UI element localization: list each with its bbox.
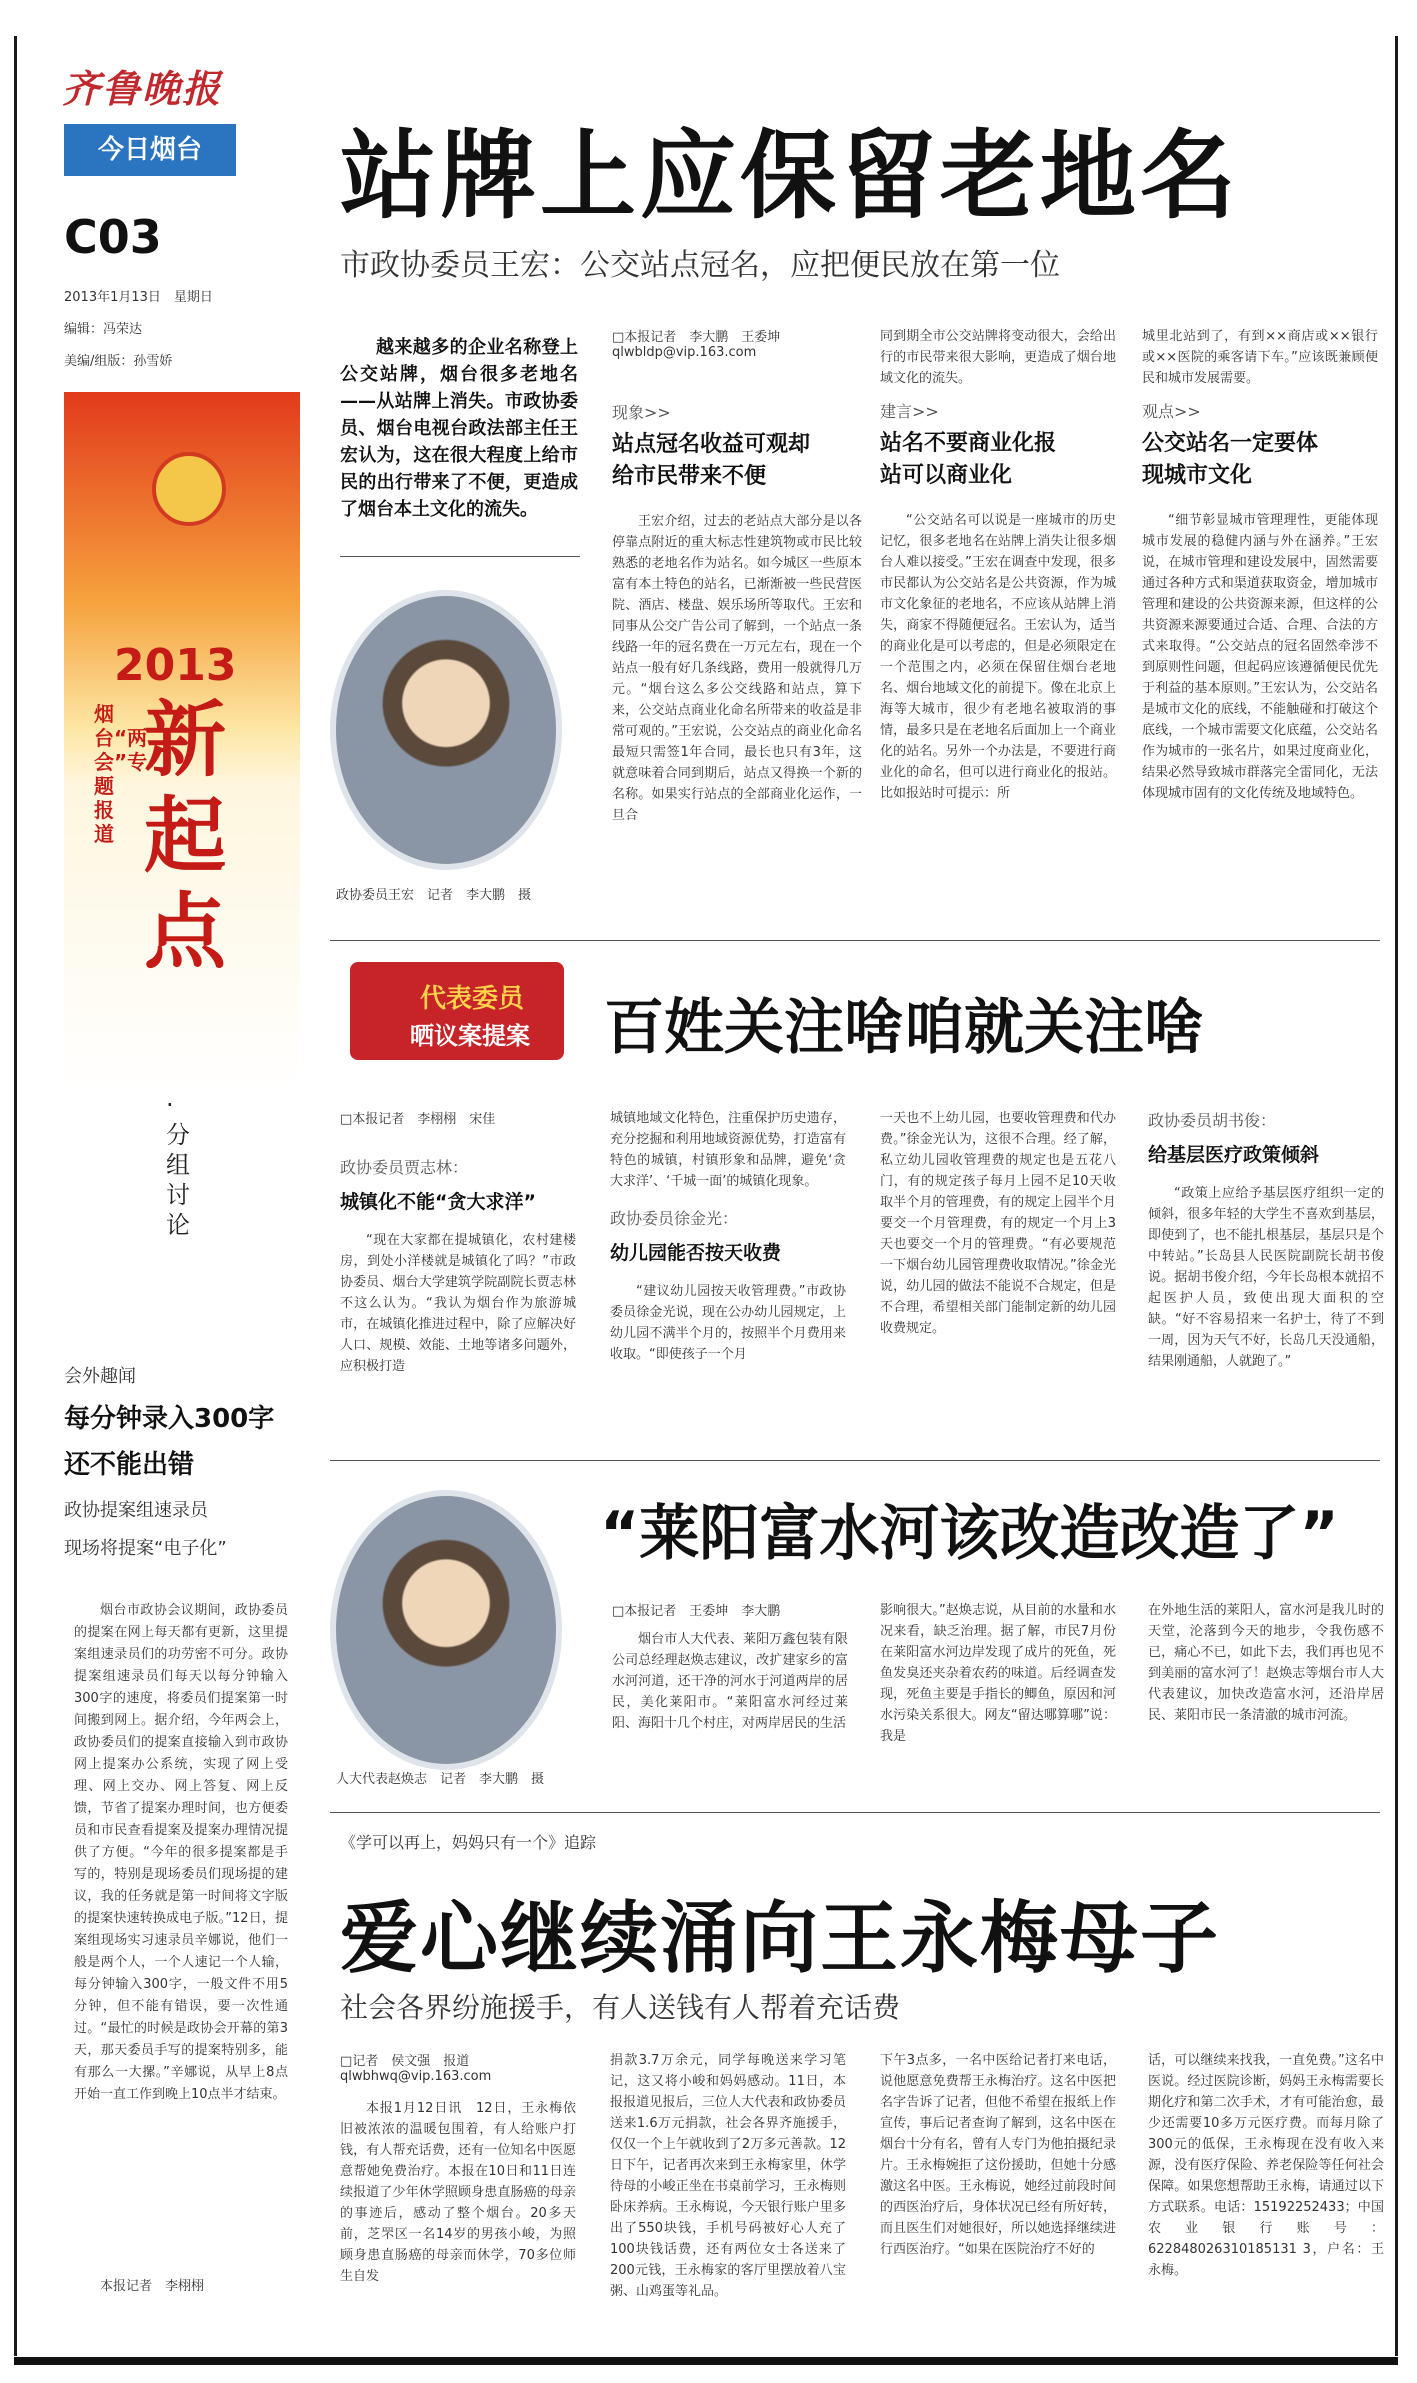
story4-email: qlwbhwq@vip.163.com bbox=[340, 2069, 492, 2084]
story2-column-3 bbox=[880, 1108, 1116, 1438]
story3-c3-text: 在外地生活的莱阳人，富水河是我儿时的天堂，沦落到今天的地步，令我伤感不已，痛心不已，如此下去，我们再也见不到美丽的富水河了！赵焕志等烟台市人大代表建议，加快改造富水河，还沿岸居民、莱阳市民一条清澈的城市河流。 bbox=[1148, 1603, 1384, 1723]
story2-c2-text2: “建议幼儿园按天收管理费。”市政协委员徐金光说，现在公办幼儿园规定，上幼儿园不满半个月的，按照半个月费用来收取。“即使孩子一个月 bbox=[610, 1284, 846, 1362]
story1-column-2 bbox=[880, 326, 1116, 900]
sidebar-subhead-2: 现场将提案“电子化” bbox=[64, 1538, 227, 1559]
story4-c1-text: 本报1月12日讯 12日，王永梅依旧被浓浓的温暖包围着，有人给账户打钱，有人帮充话费，还有一位知名中医愿意帮她免费治疗。本报在10日和11日连续报道了少年休学照顾身患直肠癌的母亲的事迹后，感动了整个烟台。20多天前，芝罘区一名14岁的男孩小峻，为照顾身患直肠癌的母亲而休学，70多位师生自发 bbox=[340, 2101, 576, 2284]
badge-line-2: 晒议案提案 bbox=[410, 1022, 530, 1050]
story1-lead: 越来越多的企业名称登上公交站牌，烟台很多老地名——从站牌上消失。市政协委员、烟台电视台政法部主任王宏认为，这在很大程度上给市民的出行带来了不便，更造成了烟台本土文化的流失。 bbox=[340, 337, 578, 520]
issue-date: 2013年1月13日 星期日 bbox=[64, 290, 213, 305]
page-bottom-rule bbox=[14, 2357, 1398, 2365]
story3-photo-caption: 人大代表赵焕志 记者 李大鹏 摄 bbox=[336, 1772, 545, 1787]
story3-column-1 bbox=[612, 1600, 848, 1779]
story2-headline: 百姓关注啥咱就关注啥 bbox=[604, 993, 1204, 1063]
story1-byline: □本报记者 李大鹏 王委坤 bbox=[612, 330, 781, 345]
editor-credit: 编辑：冯荣达 bbox=[64, 322, 143, 337]
story3-column-3 bbox=[1148, 1600, 1384, 1780]
story3-c1-text: 烟台市人大代表、莱阳万鑫包装有限公司总经理赵焕志建议，改扩建家乡的富水河河道，还干净的河水于河道两岸的居民，美化莱阳市。“莱阳富水河经过莱阳、海阳十几个村庄，对两岸居民的生活 bbox=[612, 1632, 848, 1731]
story4-c4-text: 话，可以继续来找我，一直免费。”这名中医说。经过医院诊断，妈妈王永梅需要长期化疗和第二次手术，才有可能治愈，最少还需要10多万元医疗费。而每月除了300元的低保，王永梅现在没有收入来源，没有医疗保险、养老保险等任何社会保障。如果您想帮助王永梅，请通过以下方式联系。电话：15192252433；中国农业银行账号：622848026310185131 3，户名：王永梅。 bbox=[1148, 2053, 1384, 2278]
divider bbox=[330, 1812, 1380, 1813]
banner-big-title: 新起点 bbox=[144, 692, 227, 980]
story2-c4-label: 政协委员胡书俊： bbox=[1148, 1111, 1277, 1130]
story1-col3-label: 观点>> bbox=[1142, 402, 1201, 421]
sidebar-byline: 本报记者 李栩栩 bbox=[100, 2279, 205, 2294]
badge-daibiao bbox=[350, 962, 564, 1060]
story4-byline: □记者 侯文强 报道 bbox=[340, 2054, 470, 2069]
story4-column-3 bbox=[880, 2050, 1116, 2340]
story2-c2-head: 幼儿园能否按天收费 bbox=[610, 1242, 782, 1264]
story1-col1-head: 站点冠名收益可观却给市民带来不便 bbox=[612, 432, 811, 489]
page-border-left bbox=[14, 36, 17, 2356]
story2-column-1 bbox=[340, 1108, 576, 1460]
story1-photo-caption: 政协委员王宏 记者 李大鹏 摄 bbox=[336, 888, 532, 903]
story2-c1-text: “现在大家都在提城镇化，农村建楼房，到处小洋楼就是城镇化了吗？”市政协委员、烟台大学建筑学院副院长贾志林不这么认为。“我认为烟台作为旅游城市，在城镇化推进过程中，除了应解决好人口、规模、效能、土地等诸多问题外，应积极打造 bbox=[340, 1233, 576, 1374]
story3-byline: □本报记者 王委坤 李大鹏 bbox=[612, 1604, 781, 1619]
section-tag: 今日烟台 bbox=[64, 124, 236, 176]
story2-c4-head: 给基层医疗政策倾斜 bbox=[1148, 1144, 1320, 1166]
story4-followup-tag: 《学可以再上，妈妈只有一个》追踪 bbox=[340, 1833, 597, 1852]
sidebar-body: 烟台市政协会议期间，政协委员的提案在网上每天都有更新，这里提案组速录员们的功劳密不可分。政协提案组速录员们每天以每分钟输入300字的速度，将委员们提案第一时间搬到网上。据介绍，今年两会上，政协委员们的提案直接输入到市政协网上提案办公系统，实现了网上受理、网上交办、网上答复、网上反馈，节省了提案办理时间，也方便委员和市民查看提案及提案办理情况提供了方便。“今年的很多提案都是手写的，特别是现场委员们现场提的建议，我的任务就是第一时间将文字版的提案快速转换成电子版。”12日，提案组现场实习速录员辛娜说，他们一般是两个人，一个人速记一个人输，每分钟输入300字，一般文件不用5分钟，但不能有错误，要一次性通过。“最忙的时候是政协会开幕的第3天，那天委员手写的提案特别多，能有那么一大摞。”辛娜说，从早上8点开始一直工作到晚上10点半才结束。 bbox=[74, 1603, 288, 2102]
story1-col1-label: 现象>> bbox=[612, 403, 671, 422]
special-report-banner bbox=[64, 392, 300, 1092]
story1-col3-head: 公交站名一定要体现城市文化 bbox=[1142, 431, 1319, 488]
story2-c4-text: “政策上应给予基层医疗组织一定的倾斜，很多年轻的大学生不喜欢到基层，即使到了，也不能扎根基层，基层只是个中转站。”长岛县人民医院副院长胡书俊说。据胡书俊介绍，今年长岛根本就招不起医护人员，致使出现大面积的空缺。“好不容易招来一名护士，待了不到一周，因为天气不好，长岛几天没通船，结果刚通船，人就跑了。” bbox=[1148, 1186, 1384, 1369]
story1-headline: 站牌上应保留老地名 bbox=[340, 120, 1240, 232]
story3-headline: “莱阳富水河该改造改造了” bbox=[600, 1499, 1339, 1569]
story4-column-1 bbox=[340, 2050, 576, 2348]
portrait-photo-wanghong bbox=[330, 590, 562, 870]
story2-c3-text: 一天也不上幼儿园，也要收管理费和代办费。”徐金光认为，这很不合理。经了解，私立幼儿园收管理费的规定也是五花八门，有的规定孩子每月上园不足10天收取半个月的管理费，有的规定上园半个月要交一个月管理费，有的规定一个月上3天也要交一个月的管理费。“有必要规范一下烟台幼儿园管理费收取情况。”徐金光说，幼儿园的做法不能说不合规定，但是不合理，希望相关部门能制定新的幼儿园收费规定。 bbox=[880, 1111, 1116, 1336]
story2-column-4 bbox=[1148, 1108, 1384, 1443]
story2-byline: □本报记者 李栩栩 宋佳 bbox=[340, 1112, 496, 1127]
divider bbox=[330, 940, 1380, 941]
story1-column-1 bbox=[612, 326, 862, 921]
sidebar-headline-1: 每分钟录入300字 bbox=[64, 1404, 275, 1434]
banner-vertical-title: 烟台“两会”专题报道 bbox=[94, 702, 148, 846]
badge-line-1: 代表委员 bbox=[420, 984, 525, 1014]
page-border-right bbox=[1395, 36, 1398, 2356]
story1-col3-text2: “细节彰显城市管理理性，更能体现城市发展的稳健内涵与外在涵养。”王宏说，在城市管理和建设发展中，固然需要通过各种方式和渠道获取资金，增加城市管理和建设的公共资源来源，但这样的公共资源来源要通过合适、合理、合法的方式来取得。“公交站点的冠名固然牵涉不到原则性问题，但起码应该遵循便民优先于利益的基本原则。”王宏认为，公交站名是城市文化的底线，不能触碰和打破这个底线，一个城市需要文化底蕴，公交站名作为城市的一张名片，如果过度商业化，结果必然导致城市群落完全雷同化，无法体现城市固有的文化传统及地域特色。 bbox=[1142, 513, 1378, 801]
emblem-icon bbox=[152, 452, 226, 526]
story1-column-3 bbox=[1142, 326, 1378, 900]
story1-col1-text: 王宏介绍，过去的老站点大部分是以各停靠点附近的重大标志性建筑物或市民比较熟悉的老地名作为站名。如今城区一些原本富有本土特色的站名，已渐渐被一些民营医院、酒店、楼盘、娱乐场所等取代。王宏和同事从公交广告公司了解到，一个站点一条线路一年的冠名费在一万元左右，现在一个站点一般有好几条线路，费用一般就得几万元。“烟台这么多公交线路和站点，算下来，公交站点商业化命名所带来的收益是非常可观的。”王宏说，公交站点的商业化命名最短只需签1年合同，最长也只有3年，这就意味着合同到期后，站点又得换一个新的名称。如果实行站点的全部商业化运作，一旦合 bbox=[612, 514, 862, 823]
story3-c2-text: 影响很大。”赵焕志说，从目前的水量和水况来看，缺乏治理。据了解，市民7月份在莱阳富水河边岸发现了成片的死鱼，死鱼发臭还夹杂着农药的味道。后经调查发现，死鱼主要是手指长的鲫鱼，原因和河水污染关系很大。网友“留达哪算哪”说：我是 bbox=[880, 1603, 1116, 1744]
sidebar-subhead-1: 政协提案组速录员 bbox=[64, 1500, 208, 1521]
sidebar-header: 会外趣闻 bbox=[64, 1366, 136, 1387]
story4-c2-text: 捐款3.7万余元，同学每晚送来学习笔记，这又将小峻和妈妈感动。11日，本报报道见报后，三位人大代表和政协委员送来1.6万元捐款，社会各界齐施援手，仅仅一个上午就收到了2万多元善款。12日下午，记者再次来到王永梅家里，休学待母的小峻正坐在书桌前学习，王永梅则卧床养病。王永梅说，今天银行账户里多出了550块钱，手机号码被好心人充了100块钱话费，还有两位女士各送来了200元钱，王永梅家的客厅里摆放着八宝粥、山鸡蛋等礼品。 bbox=[610, 2053, 846, 2299]
story1-col3-text: 城里北站到了，有到××商店或××银行或××医院的乘客请下车。”应该既兼顾便民和城市发展需要。 bbox=[1142, 329, 1378, 386]
story4-c3-text: 下午3点多，一名中医给记者打来电话，说他愿意免费帮王永梅治疗。这名中医把名字告诉了记者，但他不希望在报纸上作宣传，事后记者查询了解到，这名中医在烟台十分有名，曾有人专门为他拍摄纪录片。王永梅婉拒了这份援助，但她十分感激这名中医。王永梅说，她经过前段时间的西医治疗后，身体状况已经有所好转，而且医生们对她很好，所以她选择继续进行西医治疗。“如果在医院治疗不好的 bbox=[880, 2053, 1116, 2257]
story4-column-2 bbox=[610, 2050, 846, 2340]
divider bbox=[340, 556, 580, 557]
story1-subheadline: 市政协委员王宏：公交站点冠名，应把便民放在第一位 bbox=[340, 248, 1060, 283]
divider bbox=[330, 1460, 1380, 1461]
story2-column-2 bbox=[610, 1108, 846, 1393]
banner-year: 2013 bbox=[114, 640, 237, 691]
story1-col2-text: 同到期全市公交站牌将变动很大，会给出行的市民带来很大影响，更造成了烟台地域文化的流失。 bbox=[880, 329, 1116, 386]
story4-subheadline: 社会各界纷施援手，有人送钱有人帮着充话费 bbox=[340, 1991, 901, 2024]
layout-credit: 美编/组版：孙雪娇 bbox=[64, 354, 173, 369]
story4-headline: 爱心继续涌向王永梅母子 bbox=[340, 1894, 1221, 1984]
banner-subtitle: ·分组讨论 bbox=[166, 1091, 190, 1239]
story2-c2-text: 城镇地域文化特色，注重保护历史遗存，充分挖掘和利用地域资源优势，打造富有特色的城镇，村镇形象和品牌，避免‘贪大求洋’、‘千城一面’的城镇化现象。 bbox=[610, 1111, 846, 1189]
newspaper-logo: 齐鲁晚报 bbox=[62, 66, 223, 111]
story3-column-2 bbox=[880, 1600, 1116, 1780]
story1-email: qlwbldp@vip.163.com bbox=[612, 345, 757, 360]
story4-column-4 bbox=[1148, 2050, 1384, 2340]
story1-col2-label: 建言>> bbox=[880, 402, 939, 421]
story2-c1-head: 城镇化不能“贪大求洋” bbox=[340, 1191, 536, 1213]
story1-col2-head: 站名不要商业化报站可以商业化 bbox=[880, 431, 1057, 488]
sidebar-headline-2: 还不能出错 bbox=[64, 1450, 195, 1480]
story2-c2-label: 政协委员徐金光： bbox=[610, 1209, 739, 1228]
story1-col2-text2: “公交站名可以说是一座城市的历史记忆，很多老地名在站牌上消失让很多烟台人难以接受。”王宏在调查中发现，很多市民都认为公交站名是公共资源，作为城市文化象征的老地名，不应该从站牌上消失，商家不得随便冠名。王宏认为，适当的商业化是可以考虑的，但是必须限定在一个范围之内，必须在保留住烟台老地名、烟台地域文化的前提下。像在北京上海等大城市，很少有老地名被取消的事情，最多只是在老地名后面加上一个商业化的站名。另外一个办法是，不要进行商业化的命名，但可以进行商业化的报站。比如报站时可提示：所 bbox=[880, 513, 1116, 801]
story2-c1-label: 政协委员贾志林： bbox=[340, 1158, 469, 1177]
portrait-photo-zhaohuanzhi bbox=[330, 1490, 562, 1770]
page-number: C03 bbox=[64, 210, 162, 264]
